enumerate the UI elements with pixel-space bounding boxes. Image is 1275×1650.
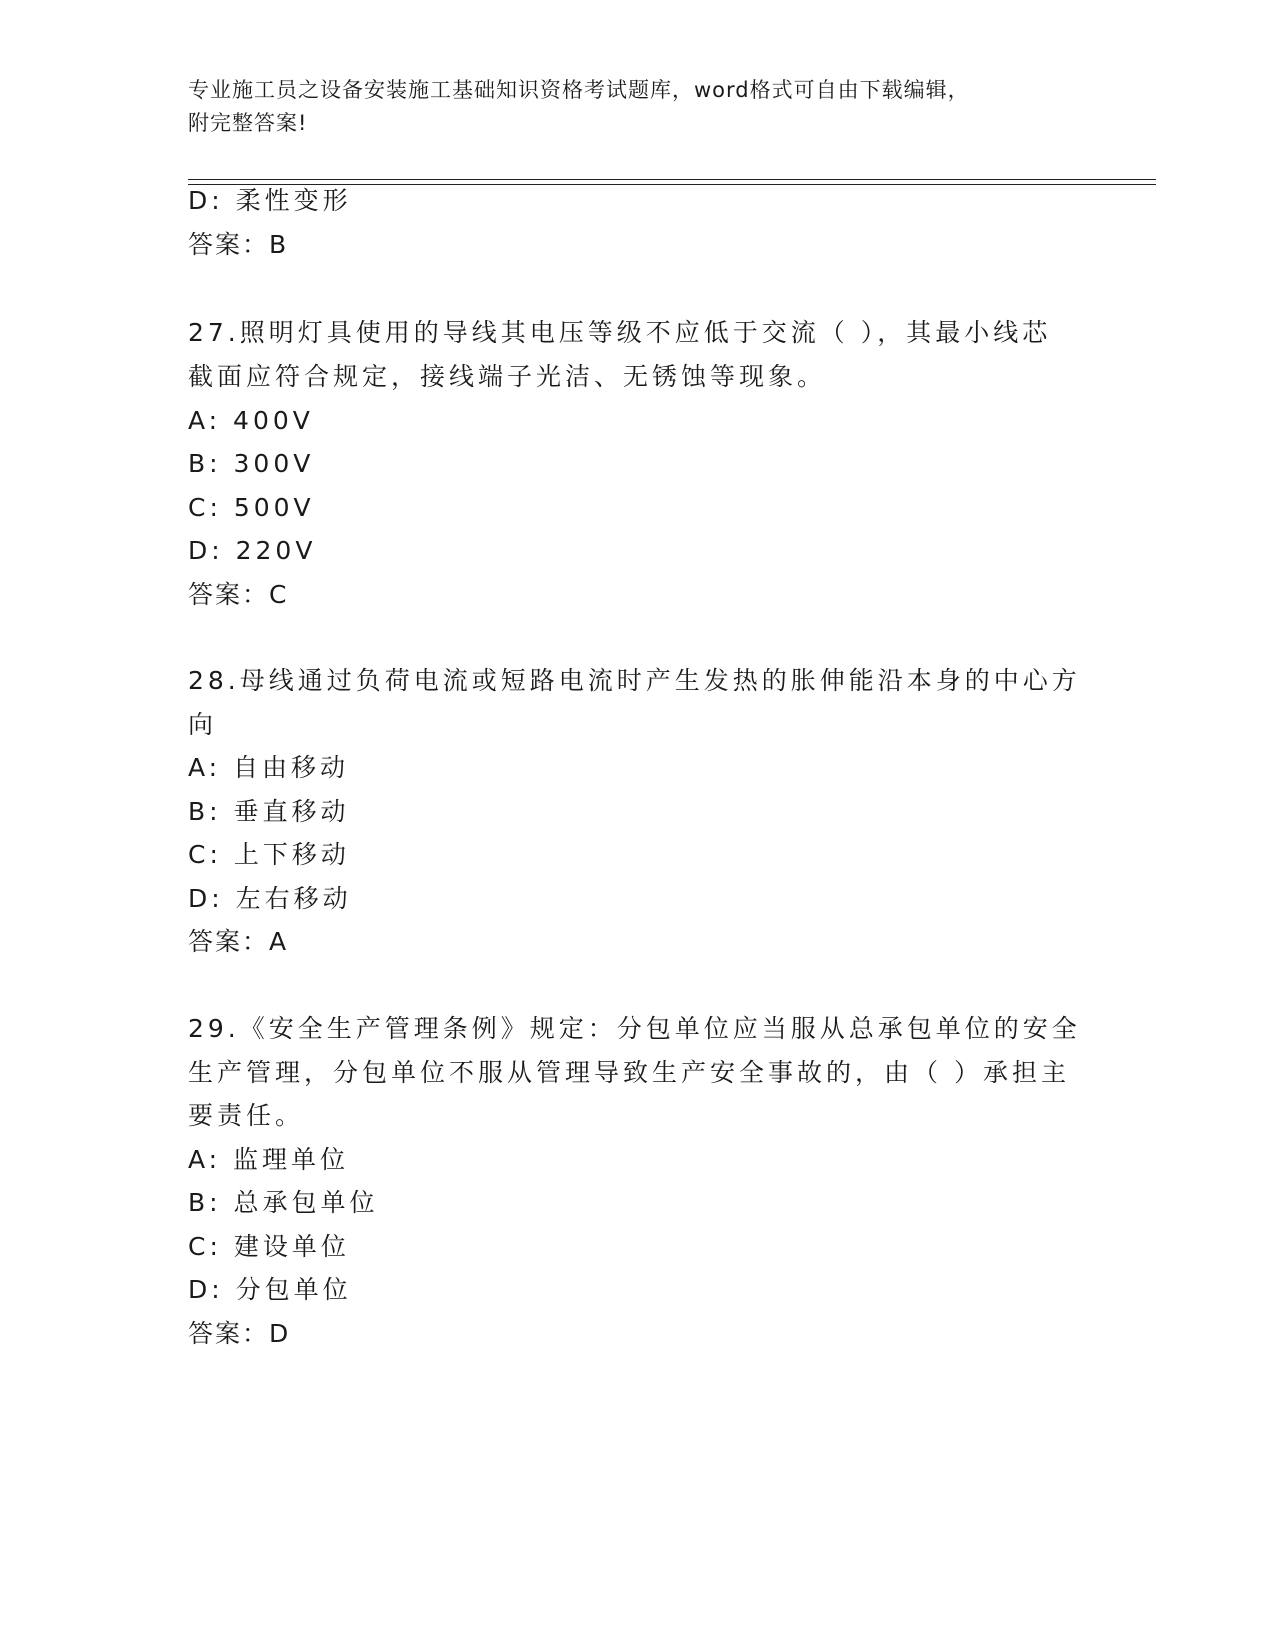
q28-option-c: C: 上下移动 [188, 840, 350, 869]
q26-option-d: D: 柔性变形 [188, 186, 352, 215]
q28-stem-line-1: 28.母线通过负荷电流或短路电流时产生发热的胀伸能沿本身的中心方 [188, 666, 1081, 695]
q27-option-d: D: 220V [188, 536, 317, 565]
header-divider-bottom [188, 184, 1156, 185]
q27-answer: 答案：C [188, 580, 289, 609]
q26-answer: 答案：B [188, 230, 289, 259]
q28-option-b: B: 垂直移动 [188, 797, 350, 826]
q29-stem-line-3: 要责任。 [188, 1101, 305, 1130]
q28-option-a: A: 自由移动 [188, 753, 350, 782]
q29-option-b: B: 总承包单位 [188, 1188, 379, 1217]
q27-stem-line-1: 27.照明灯具使用的导线其电压等级不应低于交流（ ），其最小线芯 [188, 318, 1052, 347]
q27-option-c: C: 500V [188, 493, 315, 522]
q29-option-d: D: 分包单位 [188, 1275, 352, 1304]
q29-stem-line-1: 29.《安全生产管理条例》规定：分包单位应当服从总承包单位的安全 [188, 1014, 1081, 1043]
q29-option-a: A: 监理单位 [188, 1145, 350, 1174]
document-header [188, 74, 1088, 140]
q29-option-c: C: 建设单位 [188, 1232, 350, 1261]
q27-option-b: B: 300V [188, 449, 315, 478]
q28-option-d: D: 左右移动 [188, 884, 352, 913]
q28-stem-line-2: 向 [188, 710, 218, 739]
q27-option-a: A: 400V [188, 406, 314, 435]
q27-stem-line-2: 截面应符合规定，接线端子光洁、无锈蚀等现象。 [188, 362, 827, 391]
q29-stem-line-2: 生产管理，分包单位不服从管理导致生产安全事故的，由（ ）承担主 [188, 1058, 1070, 1087]
q29-answer: 答案：D [188, 1319, 291, 1348]
header-line-1: 专业施工员之设备安装施工基础知识资格考试题库，word格式可自由下载编辑， [188, 78, 970, 102]
header-line-2: 附完整答案! [188, 111, 308, 135]
header-divider-top [188, 179, 1156, 180]
q28-answer: 答案：A [188, 927, 289, 956]
